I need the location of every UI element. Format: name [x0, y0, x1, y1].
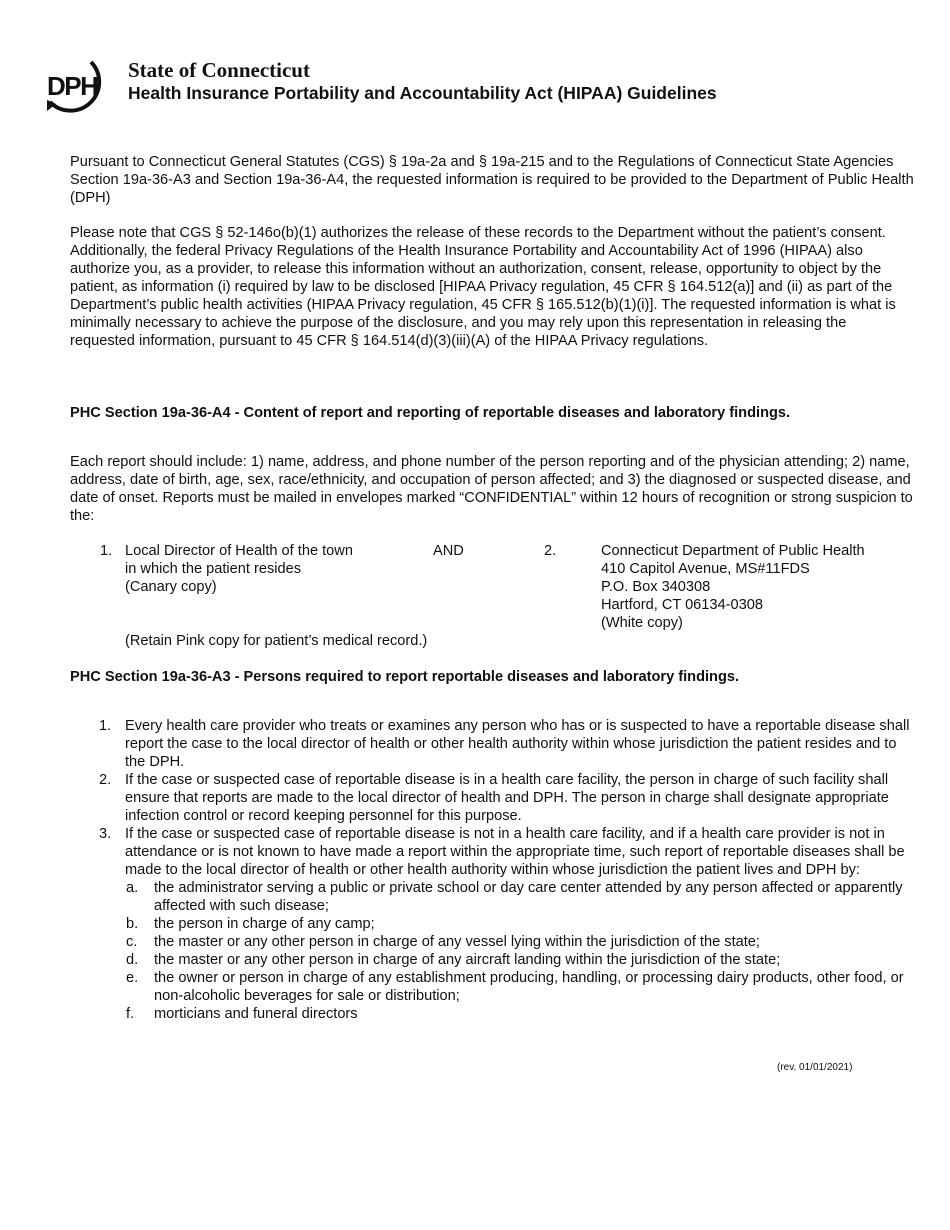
sub-text: the owner or person in charge of any establishment producing, handling, or processing dairy products, other food, or non-alcoholic beverages for sale or distribution;	[154, 970, 904, 1004]
local-director-address	[125, 542, 405, 596]
list-text: If the case or suspected case of reportable disease is in a health care facility, the person in charge of such facility shall ensure that reports are made to the local director of health and DPH. The person in charge shall designate appropriate infection control or record keeping personnel for this purpose.	[125, 772, 889, 824]
state-title: State of Connecticut	[128, 58, 310, 82]
list-number: 2.	[99, 772, 112, 788]
address-number-2: 2.	[544, 543, 557, 559]
persons-list	[70, 717, 915, 1023]
title-block	[128, 58, 717, 104]
hipaa-paragraph: Please note that CGS § 52-146o(b)(1) authorizes the release of these records to the Department without the patient’s consent. Additionally, the federal Privacy Regulations of the Health Insurance Portability and Accountability Act of 1996 (HIPAA) also authorize you, as a provider, to release this information without an authorization, consent, release, opportunity to object by the patient, as information (i) required by law to be disclosed [HIPAA Privacy regulation, 45 CFR § 164.512(a)] and (ii) as part of the Department’s public health activities (HIPAA Privacy regulation, 45 CFR § 165.512(b)(1)(i)]. The requested information is what is minimally necessary to achieve the purpose of the disclosure, and you may rely upon this representation in releasing the requested information, pursuant to 45 CFR § 164.514(d)(3)(iii)(A) of the HIPAA Privacy regulations.	[70, 225, 896, 349]
report-content-paragraph: Each report should include: 1) name, address, and phone number of the person reporting and of the physician attending; 2) name, address, date of birth, age, sex, race/ethnicity, and occupation of person affected; and 3) the diagnosed or suspected disease, and date of onset. Reports must be mailed in envelopes marked “CONFIDENTIAL” within 12 hours of recognition or strong suspicion to the:	[70, 454, 913, 524]
sub-text: the administrator serving a public or private school or day care center attended by any person affected or apparently affected with such disease;	[154, 880, 903, 914]
sub-list-item	[70, 969, 915, 1005]
list-number: 3.	[99, 826, 112, 842]
address-line: P.O. Box 340308	[601, 579, 711, 595]
sub-text: the master or any other person in charge of any vessel lying within the jurisdiction of the state;	[154, 934, 760, 950]
list-item	[70, 825, 915, 879]
list-text: If the case or suspected case of reportable disease is not in a health care facility, and if a health care provider is not in attendance or is not known to have made a report within the appropriate time, such report of reportable diseases shall be made to the local director of health or other health authority within whose jurisdiction the patient lives and DPH by:	[125, 826, 905, 878]
revision-date: (rev. 01/01/2021)	[777, 1062, 853, 1073]
address-line: in which the patient resides	[125, 561, 302, 577]
sub-text: morticians and funeral directors	[154, 1006, 358, 1022]
sub-text: the person in charge of any camp;	[154, 916, 375, 932]
sub-letter: e.	[126, 970, 139, 986]
address-number-1: 1.	[100, 543, 113, 559]
sub-letter: f.	[126, 1006, 135, 1022]
address-line: Local Director of Health of the town	[125, 543, 353, 559]
sub-list-item	[70, 879, 915, 915]
address-line: Hartford, CT 06134-0308	[601, 597, 763, 613]
address-line: (Canary copy)	[125, 579, 217, 595]
list-item	[70, 717, 915, 771]
logo-text: DPH	[47, 71, 98, 101]
list-text: Every health care provider who treats or examines any person who has or is suspected to have a reportable disease shall report the case to the local director of health or other health authority within whose jurisdiction the patient resides and to the DPH.	[125, 718, 910, 770]
ct-dph-address	[601, 542, 921, 632]
list-number: 1.	[99, 718, 112, 734]
sub-list-item	[70, 933, 915, 951]
address-line: 410 Capitol Avenue, MS#11FDS	[601, 561, 810, 577]
sub-letter: a.	[126, 880, 139, 896]
act-title: Health Insurance Portability and Accountability Act (HIPAA) Guidelines	[128, 83, 717, 103]
statute-paragraph: Pursuant to Connecticut General Statutes (CGS) § 19a-2a and § 19a-215 and to the Regulations of Connecticut State Agencies Section 19a-36-A3 and Section 19a-36-A4, the requested information is required to be provided to the Department of Public Health (DPH)	[70, 154, 914, 206]
list-item	[70, 771, 915, 825]
dph-logo	[44, 58, 114, 116]
sub-letter: b.	[126, 916, 139, 932]
and-label: AND	[433, 543, 464, 559]
address-line: (White copy)	[601, 615, 683, 631]
address-line: Connecticut Department of Public Health	[601, 543, 865, 559]
section-a3-heading: PHC Section 19a-36-A3 - Persons required to report reportable diseases and laboratory findings.	[70, 669, 740, 685]
sub-list-item	[70, 951, 915, 969]
section-a4-heading: PHC Section 19a-36-A4 - Content of report and reporting of reportable diseases and laboratory findings.	[70, 405, 791, 421]
sub-list-item	[70, 915, 915, 933]
sub-letter: d.	[126, 952, 139, 968]
sub-text: the master or any other person in charge of any aircraft landing within the jurisdiction of the state;	[154, 952, 781, 968]
retain-note: (Retain Pink copy for patient’s medical record.)	[125, 633, 428, 649]
sub-list-item	[70, 1005, 915, 1023]
sub-letter: c.	[126, 934, 138, 950]
